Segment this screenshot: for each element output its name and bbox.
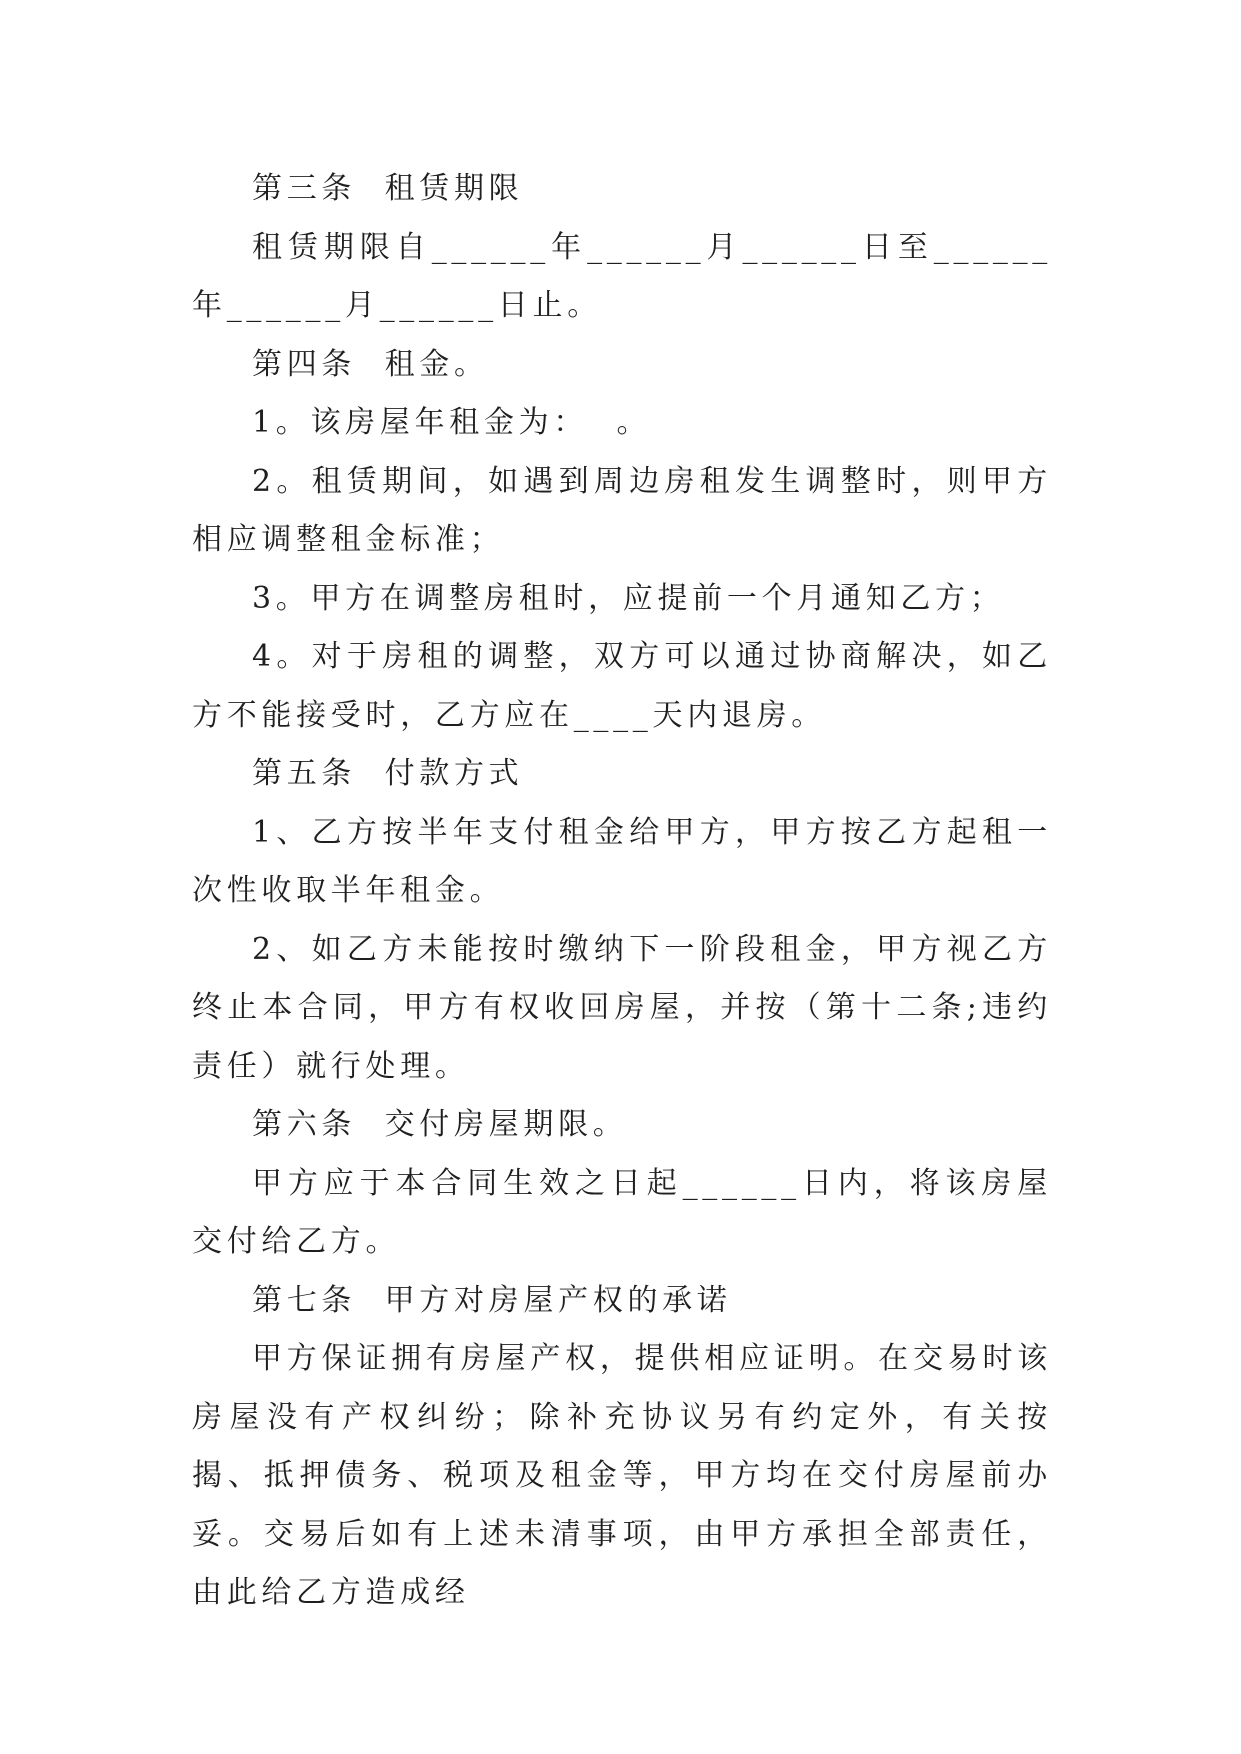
rent-clause-2: 2。租赁期间，如遇到周边房租发生调整时，则甲方相应调整租金标准； (192, 463, 1052, 557)
rent-clause-1: 1。该房屋年租金为： 。 (252, 405, 652, 440)
rent-clause-4: 4。对于房租的调整，双方可以通过协商解决，如乙方不能接受时，乙方应在____天内退房。 (192, 639, 1052, 733)
lease-term-paragraph: 租赁期限自______年______月______日至______年______月______日止。 (192, 229, 1052, 323)
document-body (192, 160, 1052, 1623)
article-3-heading: 第三条 租赁期限 (252, 171, 524, 206)
article-4-heading: 第四条 租金。 (252, 346, 489, 382)
delivery-clause: 甲方应于本合同生效之日起______日内，将该房屋交付给乙方。 (192, 1165, 1052, 1259)
payment-clause-1: 1、乙方按半年支付租金给甲方，甲方按乙方起租一次性收取半年租金。 (192, 814, 1052, 908)
rent-clause-3: 3。甲方在调整房租时，应提前一个月通知乙方； (252, 580, 1005, 616)
article-6-heading: 第六条 交付房屋期限。 (252, 1107, 628, 1142)
property-rights-clause: 甲方保证拥有房屋产权，提供相应证明。在交易时该房屋没有产权纠纷；除补充协议另有约定外，有关按揭、抵押债务、税项及租金等，甲方均在交付房屋前办妥。交易后如有上述未清事项，由甲方承担全部责任，由此给乙方造成经 (192, 1341, 1052, 1610)
payment-clause-2: 2、如乙方未能按时缴纳下一阶段租金，甲方视乙方终止本合同，甲方有权收回房屋，并按（第十二条;违约责任）就行处理。 (192, 931, 1052, 1084)
article-5-heading: 第五条 付款方式 (252, 756, 524, 791)
article-7-heading: 第七条 甲方对房屋产权的承诺 (252, 1282, 732, 1318)
